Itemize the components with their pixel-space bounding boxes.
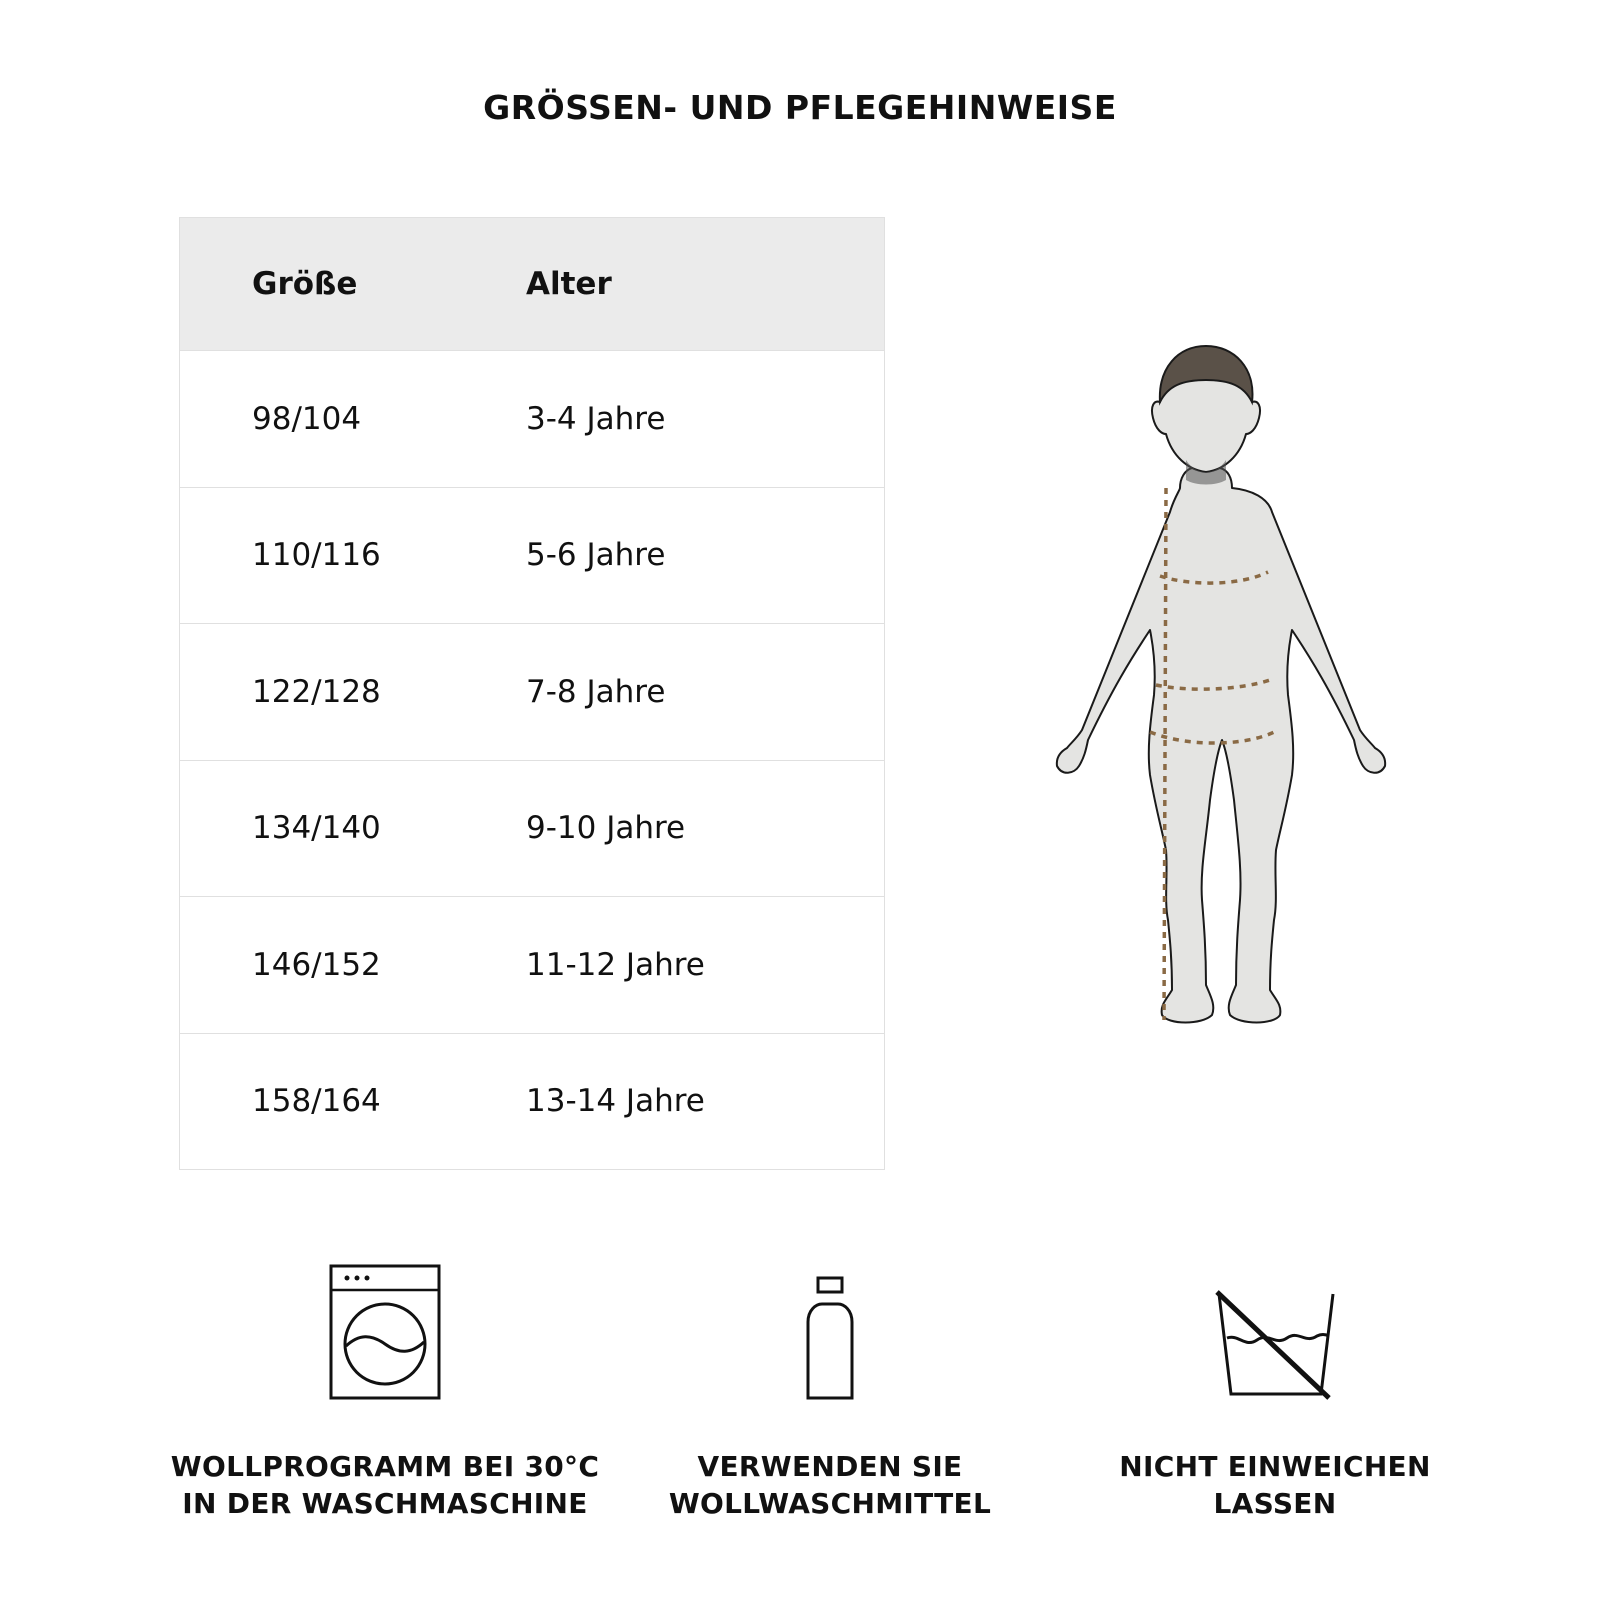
age-cell: 7-8 Jahre	[526, 673, 666, 710]
table-row	[180, 350, 884, 487]
child-body-measurement-figure-icon	[1030, 330, 1430, 1060]
table-header-row	[180, 218, 884, 350]
care-item-no-soak	[1040, 1250, 1510, 1522]
washing-machine-icon	[150, 1250, 620, 1400]
table-row	[180, 1033, 884, 1170]
do-not-soak-icon	[1040, 1250, 1510, 1400]
age-cell: 5-6 Jahre	[526, 537, 666, 574]
size-cell: 110/116	[252, 537, 381, 574]
age-cell: 3-4 Jahre	[526, 400, 666, 437]
table-row	[180, 896, 884, 1033]
age-cell: 13-14 Jahre	[526, 1083, 705, 1120]
detergent-bottle-icon	[595, 1250, 1065, 1400]
age-cell: 11-12 Jahre	[526, 946, 705, 983]
size-cell: 122/128	[252, 673, 381, 710]
size-cell: 134/140	[252, 810, 381, 847]
care-item-wash	[150, 1250, 620, 1522]
page-title: GRÖSSEN- UND PFLEGEHINWEISE	[483, 88, 1117, 127]
child-body-figure	[1030, 330, 1430, 1060]
size-cell: 158/164	[252, 1083, 381, 1120]
care-label-wash: WOLLPROGRAMM BEI 30°C IN DER WASCHMASCHINE	[170, 1450, 600, 1520]
size-cell: 146/152	[252, 946, 381, 983]
care-label-no-soak: NICHT EINWEICHEN LASSEN	[1119, 1450, 1431, 1520]
size-table	[179, 217, 885, 1170]
care-item-detergent	[595, 1250, 1065, 1522]
header-age: Alter	[526, 266, 612, 302]
table-row	[180, 487, 884, 624]
care-label-detergent: VERWENDEN SIE WOLLWASCHMITTEL	[668, 1450, 992, 1520]
age-cell: 9-10 Jahre	[526, 810, 686, 847]
table-row	[180, 760, 884, 897]
size-cell: 98/104	[252, 400, 362, 437]
table-row	[180, 623, 884, 760]
header-size: Größe	[252, 266, 358, 302]
